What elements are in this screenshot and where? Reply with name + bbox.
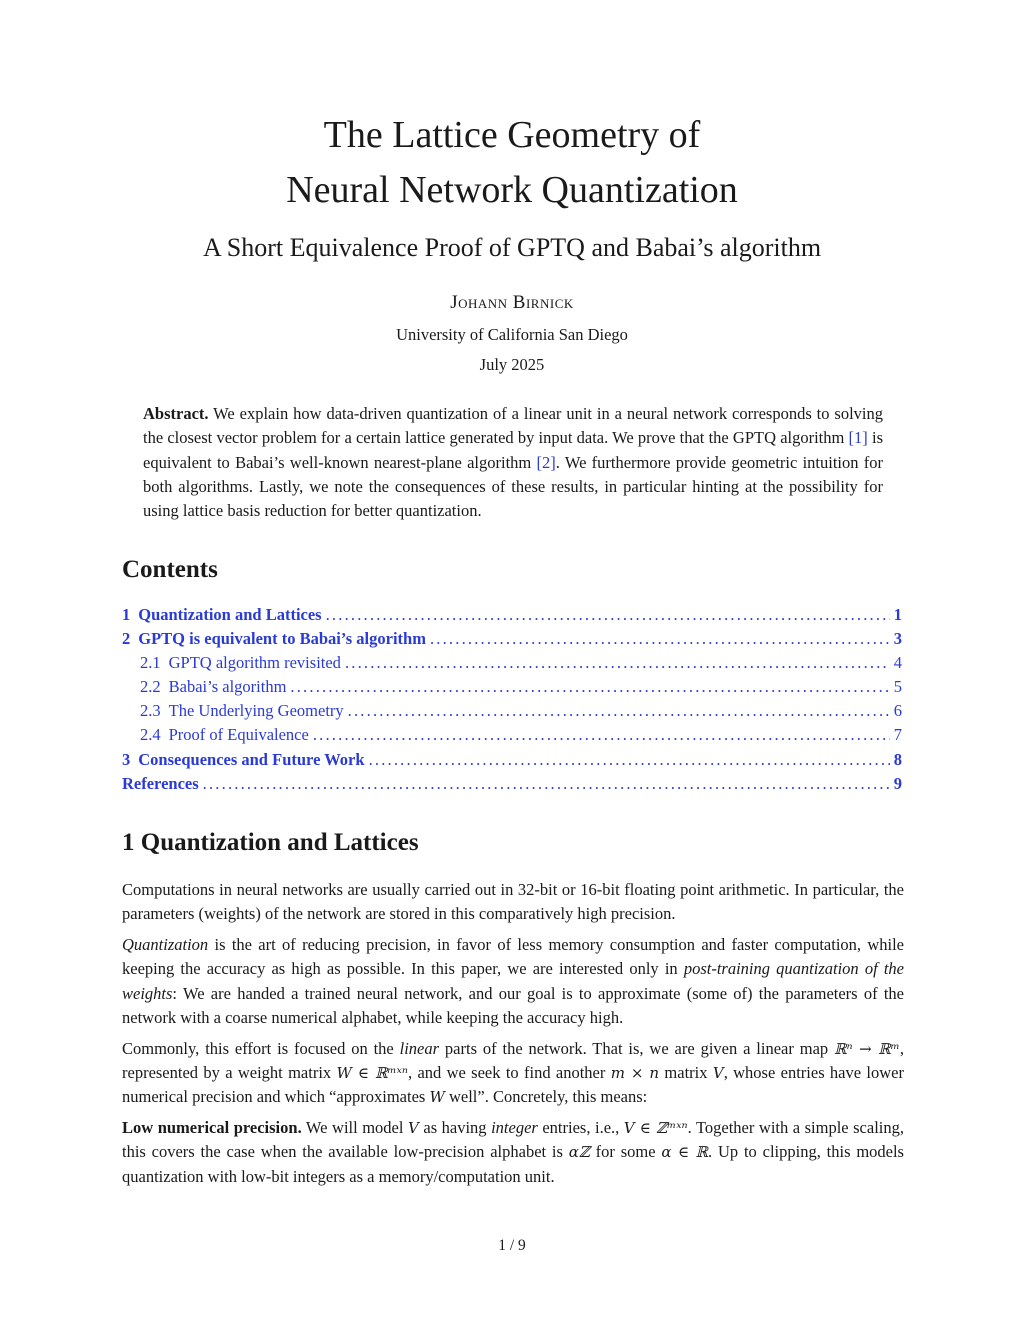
toc-entry-page: 9 — [893, 773, 902, 793]
math-v: V — [712, 1064, 724, 1083]
paper-title-line-1: The Lattice Geometry of — [323, 114, 701, 156]
toc-entry-label: References — [122, 773, 199, 793]
page-number: 1 / 9 — [498, 1237, 526, 1254]
toc-leader-dots — [290, 677, 889, 697]
toc-leader-dots — [345, 653, 890, 673]
toc-entry-2-2[interactable] — [122, 677, 902, 701]
citation-link-1[interactable]: [1] — [848, 428, 868, 448]
emphasis-quantization: Quantization — [122, 935, 209, 955]
paragraph-2-text-2: : We are handed a trained neural network, and our goal is to approximate (some of) the parameters of the network with a coarse numerical alphabet, while keeping the accuracy high. — [122, 983, 904, 1027]
paper-subtitle: A Short Equivalence Proof of GPTQ and Babai’s algorithm — [202, 233, 822, 262]
toc-entry-label: Consequences and Future Work — [138, 749, 365, 769]
toc-entry-2-3[interactable] — [122, 701, 902, 725]
paragraph-4-text-4: . Together with a simple scaling, this covers the case when the available low-precision alphabet is — [122, 1118, 904, 1162]
abstract-text-2: is equivalent to Babai’s well-known nearest-plane algorithm — [143, 428, 883, 472]
abstract-text-1: We explain how data-driven quantization of a linear unit in a neural network corresponds to solving the closest vector problem for a certain lattice generated by input data. We prove that the GPTQ algorithm — [143, 404, 883, 448]
section-1-body — [122, 878, 904, 1196]
math-map: ℝⁿ → ℝᵐ — [834, 1039, 900, 1058]
toc-entry-page: 3 — [893, 629, 902, 649]
paragraph-3-text-7: well”. Concretely, this means: — [444, 1087, 648, 1107]
paragraph-3-text-5: matrix — [659, 1063, 713, 1083]
paragraph-3-text-1: Commonly, this effort is focused on the — [122, 1038, 400, 1058]
paragraph-2-text-1: is the art of reducing precision, in favor of less memory consumption and faster computation, while keeping the accuracy as high as possible. In this paper, we are interested only in — [122, 935, 904, 979]
abstract-text-3: . We furthermore provide geometric intuition for both algorithms. Lastly, we note the consequences of these results, in particular hinting at the possibility for using lattice basis reduction for better quantization. — [143, 452, 884, 521]
emphasis-integer: integer — [491, 1118, 538, 1138]
paper-title-line-2: Neural Network Quantization — [286, 169, 738, 211]
citation-link-2[interactable]: [2] — [536, 452, 556, 472]
toc-leader-dots — [203, 774, 890, 794]
toc-entry-page: 4 — [893, 653, 902, 673]
paragraph-4-text-5: for some — [589, 1142, 662, 1162]
toc-entry-number: 2.4 — [140, 725, 161, 745]
toc-entry-page: 5 — [893, 677, 902, 697]
toc-entry-number: 2.3 — [140, 701, 161, 721]
math-integer-matrix: V ∈ ℤᵐˣⁿ — [623, 1119, 688, 1138]
toc-entry-number: 2.2 — [140, 677, 161, 697]
paragraph-4 — [122, 1116, 904, 1189]
toc-entry-label: Quantization and Lattices — [138, 605, 322, 624]
toc-entry-number: 2.1 — [140, 653, 161, 673]
math-v: V — [408, 1119, 419, 1138]
toc-entry-number: 2 — [122, 629, 131, 649]
math-weight-matrix: W ∈ ℝᵐˣⁿ — [336, 1064, 409, 1083]
math-alpha-real: α ∈ ℝ — [661, 1143, 709, 1162]
emphasis-linear: linear — [399, 1038, 440, 1058]
low-precision-label: Low numerical precision. — [122, 1118, 302, 1138]
author-name: Johann Birnick — [450, 292, 574, 313]
paragraph-4-text-3: entries, i.e., — [537, 1118, 624, 1138]
emphasis-post-training: post-training quantization of the weights — [122, 959, 904, 1003]
toc-entry-3[interactable] — [122, 750, 902, 774]
section-1-heading: 1 Quantization and Lattices — [122, 829, 419, 856]
toc-leader-dots — [326, 605, 890, 625]
table-of-contents — [122, 605, 902, 798]
contents-heading: Contents — [122, 556, 218, 583]
toc-entry-page: 8 — [893, 749, 902, 769]
paragraph-4-text-2: as having — [418, 1118, 492, 1138]
toc-entry-number: 1 — [122, 605, 131, 624]
paragraph-3-text-6: , whose entries have lower numerical precision and which “approximates — [122, 1063, 904, 1107]
paragraph-4-text-6: . Up to clipping, this models quantization with low-bit integers as a memory/computation unit. — [122, 1142, 904, 1186]
toc-entry-label: GPTQ is equivalent to Babai’s algorithm — [138, 629, 426, 649]
toc-entry-2-4[interactable] — [122, 725, 902, 749]
toc-entry-2[interactable] — [122, 629, 902, 653]
abstract — [143, 402, 883, 523]
math-alphabet: αℤ — [568, 1143, 590, 1162]
publication-date: July 2025 — [479, 355, 545, 374]
toc-entry-page: 1 — [893, 605, 902, 624]
author-affiliation: University of California San Diego — [396, 325, 628, 344]
paragraph-4-text-1: We will model — [301, 1118, 408, 1138]
toc-entry-2-1[interactable] — [122, 653, 902, 677]
paragraph-3-text-4: , and we seek to find another — [408, 1063, 611, 1083]
paragraph-3 — [122, 1037, 904, 1110]
toc-entry-label: The Underlying Geometry — [168, 701, 344, 721]
toc-entry-page: 7 — [893, 725, 902, 745]
toc-leader-dots — [369, 750, 890, 770]
toc-entry-label: GPTQ algorithm revisited — [168, 653, 341, 673]
paragraph-1: Computations in neural networks are usually carried out in 32-bit or 16-bit floating point arithmetic. In particular, the parameters (weights) of the network are stored in this comparatively high precision. — [122, 880, 904, 924]
toc-leader-dots — [348, 701, 890, 721]
toc-leader-dots — [313, 725, 890, 745]
toc-entry-number: 3 — [122, 749, 131, 769]
math-w: W — [429, 1088, 445, 1107]
toc-entry-label: Proof of Equivalence — [168, 725, 309, 745]
math-dimensions: m × n — [610, 1064, 660, 1083]
toc-entry-label: Babai’s algorithm — [168, 677, 287, 697]
abstract-label: Abstract. — [143, 404, 209, 423]
toc-entry-references[interactable] — [122, 774, 902, 798]
paragraph-3-text-3: , represented by a weight matrix — [122, 1038, 904, 1083]
toc-leader-dots — [430, 629, 890, 649]
toc-entry-1[interactable] — [122, 605, 902, 629]
paragraph-3-text-2: parts of the network. That is, we are given a linear map — [439, 1038, 835, 1058]
toc-entry-page: 6 — [893, 701, 902, 721]
paragraph-2 — [122, 933, 904, 1030]
